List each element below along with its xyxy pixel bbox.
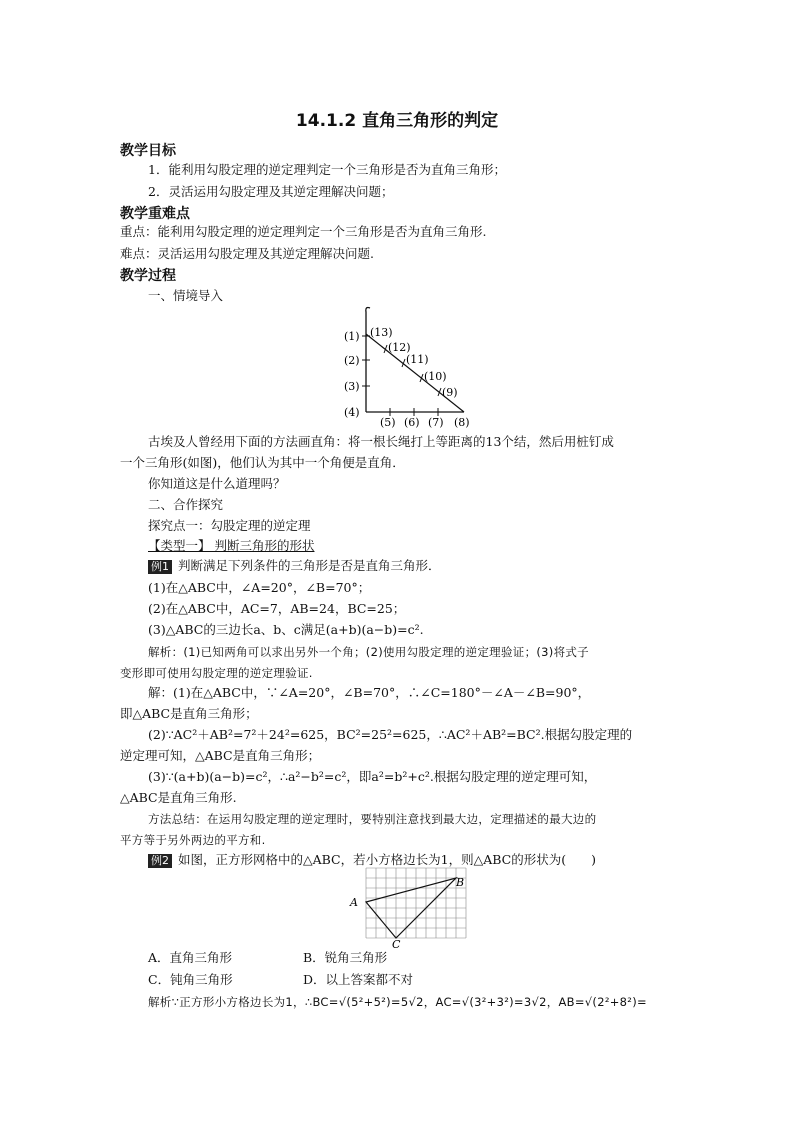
key-point: 重点：能利用勾股定理的逆定理判定一个三角形是否为直角三角形. [120, 224, 487, 239]
solution-3b: △ABC是直角三角形. [120, 790, 237, 805]
rope-label-11: (11) [406, 353, 429, 366]
intro-line-3: 你知道这是什么道理吗？ [148, 476, 286, 491]
analysis-2: 变形即可使用勾股定理的逆定理验证. [120, 666, 313, 680]
process-heading: 教学过程 [120, 268, 176, 284]
rope-label-9: (9) [442, 386, 458, 399]
solution-3a: (3)∵(a+b)(a−b)=c²，∴a²−b²=c²，即a²=b²+c².根据勾股定理的逆定理可知， [148, 769, 597, 784]
rope-triangle-figure [340, 300, 480, 430]
page-title: 14.1.2 直角三角形的判定 [295, 111, 499, 131]
rope-label-8: (8) [454, 416, 470, 429]
rope-label-4: (4) [344, 406, 360, 419]
vertex-b: B [456, 876, 465, 889]
analysis-1: 解析：(1)已知两角可以求出另外一个角；(2)使用勾股定理的逆定理验证；(3)将式子 [148, 645, 589, 659]
goals-heading: 教学目标 [120, 143, 176, 159]
difficulty: 难点：灵活运用勾股定理及其逆定理解决问题. [120, 246, 374, 261]
vertex-a: A [350, 896, 358, 909]
solution-2a: (2)∵AC²＋AB²=7²＋24²=625，BC²=25²=625，∴AC²＋AB²=BC².根据勾股定理的 [148, 727, 633, 742]
grid-triangle-figure [346, 866, 470, 950]
rope-label-5: (5) [380, 416, 396, 429]
example-2-text: 如图，正方形网格中的△ABC，若小方格边长为1，则△ABC的形状为( ) [178, 852, 596, 867]
option-b: B．锐角三角形 [303, 950, 388, 965]
explore-point-1: 探究点一：勾股定理的逆定理 [148, 518, 311, 533]
rope-label-6: (6) [404, 416, 420, 429]
analysis-last: 解析∵正方形小方格边长为1，∴BC=√(5²+5²)=5√2，AC=√(3²+3²)=3√2，AB=√(2²+8²)= [148, 995, 647, 1009]
option-a: A．直角三角形 [148, 950, 233, 965]
example-1-a: (1)在△ABC中，∠A=20°，∠B=70°； [148, 580, 371, 595]
example-2-badge: 例2 [148, 854, 172, 868]
rope-label-3: (3) [344, 380, 360, 393]
key-points-heading: 教学重难点 [120, 206, 190, 222]
type-1-label: 【类型一】 判断三角形的形状 [148, 538, 315, 553]
rope-label-2: (2) [344, 354, 360, 367]
method-summary-1: 方法总结：在运用勾股定理的逆定理时，要特别注意找到最大边，定理描述的最大边的 [148, 812, 597, 826]
rope-label-1: (1) [344, 330, 360, 343]
rope-label-7: (7) [428, 416, 444, 429]
example-1 [148, 558, 441, 574]
example-1-b: (2)在△ABC中，AC=7，AB=24，BC=25； [148, 601, 406, 616]
example-1-text: 判断满足下列条件的三角形是否是直角三角形． [178, 558, 441, 573]
solution-2b: 逆定理可知，△ABC是直角三角形； [120, 748, 321, 763]
rope-label-13: (13) [370, 326, 393, 339]
rope-label-10: (10) [424, 370, 447, 383]
goal-1: 1．能利用勾股定理的逆定理判定一个三角形是否为直角三角形； [148, 162, 506, 177]
vertex-c: C [392, 938, 401, 950]
option-d: D．以上答案都不对 [303, 972, 414, 987]
intro-line-1: 古埃及人曾经用下面的方法画直角：将一根长绳打上等距离的13个结，然后用桩钉成 [148, 434, 614, 449]
intro-line-2: 一个三角形(如图)，他们认为其中一个角便是直角． [120, 455, 405, 470]
option-c: C．钝角三角形 [148, 972, 233, 987]
example-1-c: (3)△ABC的三边长a、b、c满足(a+b)(a−b)=c². [148, 622, 424, 637]
goal-2: 2．灵活运用勾股定理及其逆定理解决问题； [148, 184, 394, 199]
example-1-badge: 例1 [148, 560, 172, 574]
method-summary-2: 平方等于另外两边的平方和. [120, 833, 266, 847]
rope-label-12: (12) [388, 341, 411, 354]
step-2: 二、合作探究 [148, 497, 224, 512]
solution-1b: 即△ABC是直角三角形； [120, 706, 258, 721]
step-1: 一、情境导入 [148, 288, 224, 303]
solution-1a: 解：(1)在△ABC中，∵∠A=20°，∠B=70°，∴∠C=180°－∠A－∠B=90°， [148, 685, 591, 700]
